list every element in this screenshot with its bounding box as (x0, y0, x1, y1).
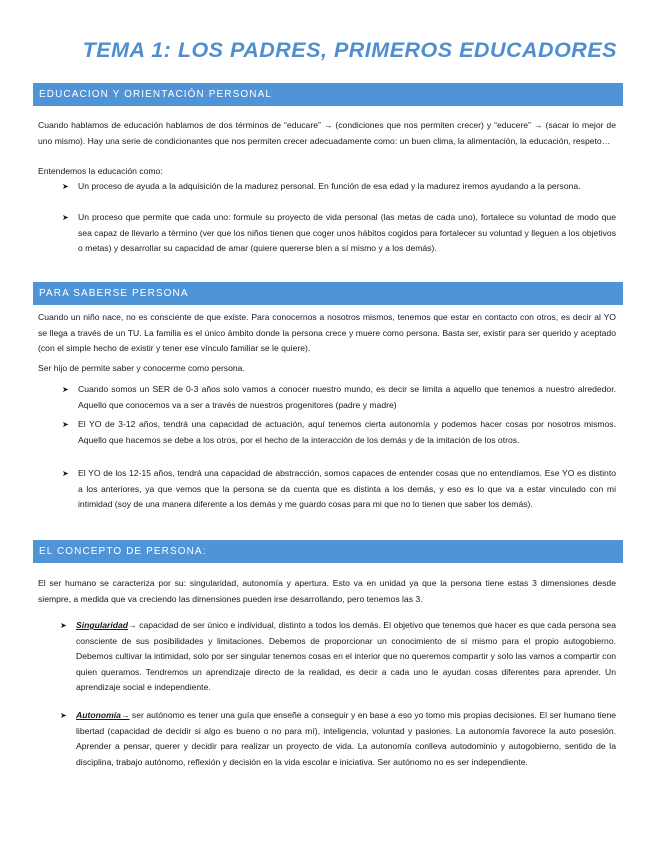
list-item-autonomia (60, 708, 616, 770)
list-item (62, 210, 616, 257)
document-title: TEMA 1: LOS PADRES, PRIMEROS EDUCADORES (82, 38, 617, 62)
list-item (62, 382, 616, 413)
section-heading-saberse-persona: PARA SABERSE PERSONA (33, 282, 623, 305)
arrow-bullet-icon: ➤ (62, 420, 69, 429)
list-item-text: El YO de 3-12 años, tendrá una capacidad de actuación, aquí tenemos cierta autonomía y podemos hacer cosas por nosotros mismos. Aquello que hacemos se debe a los otros, por el hecho de la interacción de los demás y de la imitación de los otros. (78, 419, 616, 445)
list-item-text: ser autónomo es tener una guía que enseñe a conseguir y en base a eso yo tomo mis propias decisiones. El ser humano tiene libertad (capacidad de decidir si algo es bueno o no para mí), inteligencia, voluntad y pasiones. La autonomía favorece la auto posesión. Aprender a pensar, querer y decidir para realizar un proyecto de vida. La autonomía conlleva autodominio y autogobierno, sentido de la disciplina, trabajo autónomo, reflexión y decisión en la vida escolar e iniciativa. Ser autónomo no es ser independiente. (76, 710, 616, 767)
arrow-bullet-icon: ➤ (62, 385, 69, 394)
term-autonomia: Autonomía→ (76, 710, 130, 720)
term-singularidad: Singularidad (76, 620, 129, 630)
paragraph: Cuando un niño nace, no es consciente de que existe. Para conocernos a nosotros mismos, tenemos que estar en contacto con otros, es decir al YO se llega a través de un TU. La familia es el único ámbito donde la persona crece y muere como persona. Basta ser, existir para ser querido y aceptado (con el simple hecho de existir y tener ese vínculo familiar se le quiere). (38, 312, 616, 354)
list-item-text: Un proceso de ayuda a la adquisición de la madurez personal. En función de esa edad y la madurez iremos ayudando a la persona. (78, 181, 581, 191)
section-heading-educacion: EDUCACION Y ORIENTACIÓN PERSONAL (33, 83, 623, 106)
list-item-text: El YO de los 12-15 años, tendrá una capacidad de abstracción, somos capaces de entender cosas que no entendíamos. Ese YO es distinto a los anteriores, ya que vemos que la persona se da cuenta que es distinta a los demás, y eso es lo que va a estar vinculado con mi intimidad (soy de una manera diferente a los demás y me guardo cosas para mi que no lo tienen que saber los demás). (78, 468, 616, 510)
list-item-text: Un proceso que permite que cada uno: formule su proyecto de vida personal (las metas de cada uno), fortalece su voluntad de modo que sea capaz de llevarlo a término (ver que los niños tienen que coger unos hábitos cogidos para fortalecer su voluntad y lleguen a los objetivos o metas) y desarrollar su capacidad de amar (quiere quererse bien a sí mismo y a los demás). (78, 212, 616, 254)
list-item-text: → capacidad de ser único e individual, distinto a todos los demás. El objetivo que tenemos que hacer es que cada persona sea consciente de sus posibilidades y limitaciones. Debemos de proporcionar un conocimiento de sí mismo para el propio autogobierno. Debemos cultivar la intimidad, solo por ser singular tenemos cosas en el interior que no queremos compartir y solo las vamos a compartir con quien queramos. Tendremos un aprendizaje directo de la realidad, es decir a cada uno le ayudan cosas diferentes para aprender. Un aprendizaje social e independiente. (76, 620, 616, 693)
list-item-text: Cuando somos un SER de 0-3 años solo vamos a conocer nuestro mundo, es decir se limita a aquello que tenemos a nuestro alrededor. Aquello que conocemos va a ser a través de nuestros progenitores (padre y madre) (78, 384, 616, 410)
paragraph: El ser humano se caracteriza por su: singularidad, autonomía y apertura. Esto va en unidad ya que la persona tiene estas 3 dimensiones desde siempre, a medida que va creciendo las dimensiones pueden irse desarrollando, pero tenemos las 3. (38, 578, 616, 604)
arrow-bullet-icon: ➤ (60, 621, 67, 630)
paragraph: Entendemos la educación como: (38, 166, 163, 176)
list-item (62, 417, 616, 448)
list-item (62, 466, 616, 513)
arrow-bullet-icon: ➤ (60, 711, 67, 720)
arrow-bullet-icon: ➤ (62, 213, 69, 222)
paragraph: Ser hijo de permite saber y conocerme como persona. (38, 363, 245, 373)
section-heading-concepto-persona: EL CONCEPTO DE PERSONA: (33, 540, 623, 563)
list-item (62, 179, 616, 195)
list-item-singularidad (60, 618, 616, 696)
arrow-bullet-icon: ➤ (62, 182, 69, 191)
arrow-bullet-icon: ➤ (62, 469, 69, 478)
paragraph: Cuando hablamos de educación hablamos de dos términos de “educare” → (condiciones que nos permiten crecer) y “educere” → (sacar lo mejor de uno mismo). Hay una serie de condicionantes que nos permiten crecer adecuadamente como: un buen clima, la alimentación, la educación, respeto… (38, 120, 616, 146)
